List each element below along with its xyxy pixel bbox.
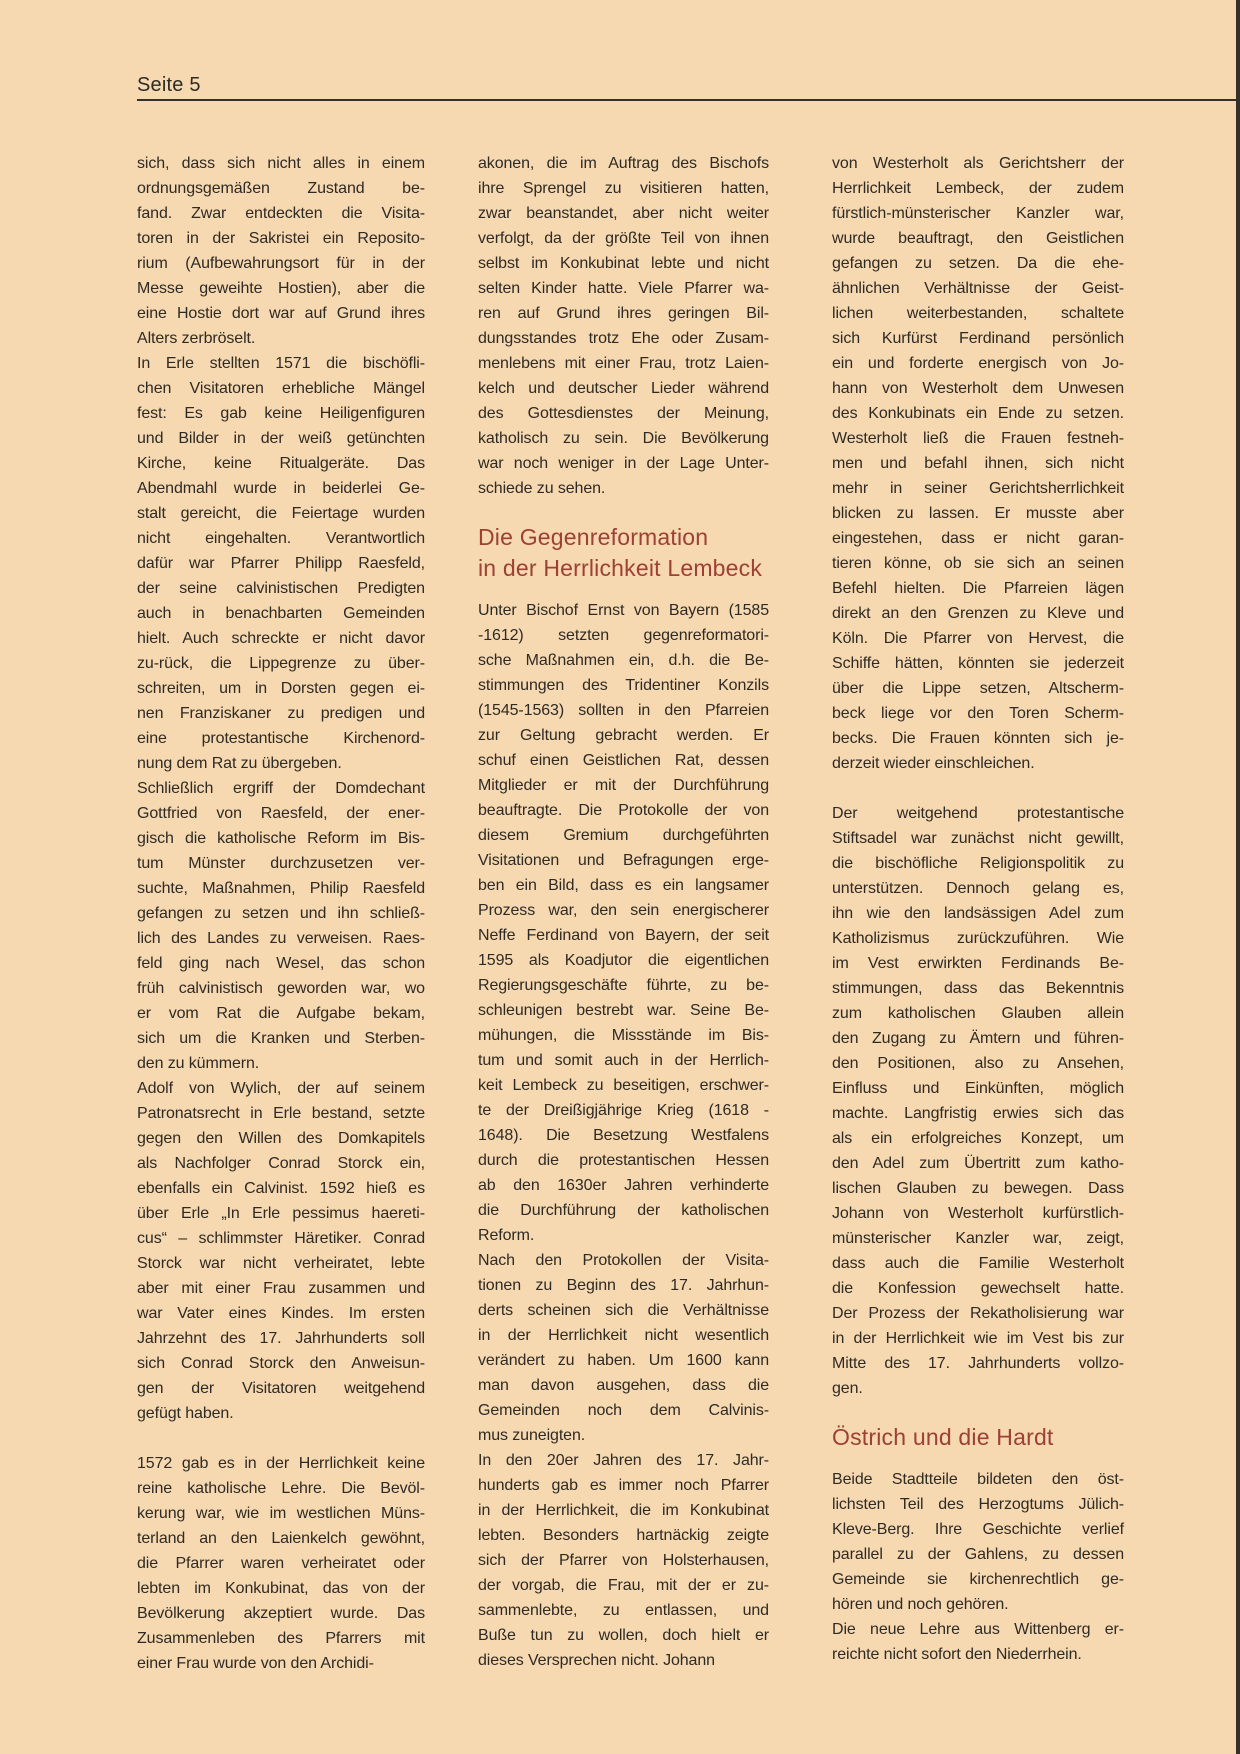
- text-line: mehr in seiner Gerichtsherrlichkeit: [832, 480, 1124, 497]
- text-line: feld ging nach Wesel, das schon: [137, 955, 425, 972]
- text-line: lischen Glauben zu bewegen. Dass: [832, 1180, 1124, 1197]
- paragraph: [832, 1467, 1124, 1617]
- text-line: Zusammenleben des Pfarrers mit: [137, 1630, 425, 1647]
- text-line: verändert zu haben. Um 1600 kann: [478, 1352, 769, 1369]
- text-line: schreiten, um in Dorsten gegen ei-: [137, 680, 425, 697]
- text-line: hunderts gab es immer noch Pfarrer: [478, 1477, 769, 1494]
- text-line: reichte nicht sofort den Niederrhein.: [832, 1646, 1082, 1663]
- text-line: Der Prozess der Rekatholisierung war: [832, 1305, 1124, 1322]
- paragraph: [832, 801, 1124, 1401]
- text-line: cus“ – schlimmster Häretiker. Conrad: [137, 1230, 425, 1247]
- text-line: münsterischer Kanzler war, zeigt,: [832, 1230, 1124, 1247]
- text-line: 1572 gab es in der Herrlichkeit keine: [137, 1455, 425, 1472]
- text-line: Gemeinden noch dem Calvinis-: [478, 1402, 769, 1419]
- text-line: den Zugang zu Ämtern und führen-: [832, 1030, 1124, 1047]
- text-line: eine Hostie dort war auf Grund ihres: [137, 305, 425, 322]
- text-line: dungsstandes trotz Ehe oder Zusam-: [478, 330, 769, 347]
- text-column-2: [478, 151, 769, 1673]
- text-line: hielt. Auch schreckte er nicht davor: [137, 630, 425, 647]
- text-line: zu-rück, die Lippegrenze zu über-: [137, 655, 425, 672]
- text-line: Alters zerbröselt.: [137, 330, 256, 347]
- text-line: terland an den Laienkelch gewöhnt,: [137, 1530, 425, 1547]
- text-line: Schiffe hätten, könnten sie jederzeit: [832, 655, 1124, 672]
- text-line: Visitationen und Befragungen erge-: [478, 852, 769, 869]
- text-line: stimmungen des Tridentiner Konzils: [478, 677, 769, 694]
- text-line: Abendmahl wurde in beiderlei Ge-: [137, 480, 425, 497]
- text-line: lichen weiterbestanden, schaltete: [832, 305, 1124, 322]
- text-line: machte. Langfristig erwies sich das: [832, 1105, 1124, 1122]
- text-line: sich Kurfürst Ferdinand persönlich: [832, 330, 1124, 347]
- text-line: sich Conrad Storck den Anweisun-: [137, 1355, 425, 1372]
- page-number-label: Seite 5: [137, 74, 201, 96]
- text-line: stimmungen, dass das Bekenntnis: [832, 980, 1124, 997]
- text-line: einer Frau wurde von den Archidi-: [137, 1655, 374, 1672]
- text-line: der seine calvinistischen Predigten: [137, 580, 425, 597]
- text-line: sich um die Kranken und Sterben-: [137, 1030, 425, 1047]
- text-line: Köln. Die Pfarrer von Hervest, die: [832, 630, 1124, 647]
- text-line: Neffe Ferdinand von Bayern, der seit: [478, 927, 769, 944]
- text-line: tionen zu Beginn des 17. Jahrhun-: [478, 1277, 769, 1294]
- text-column-3: [832, 151, 1124, 1667]
- text-line: Schließlich ergriff der Domdechant: [137, 780, 425, 797]
- text-line: In Erle stellten 1571 die bischöfli-: [137, 355, 425, 372]
- text-line: Katholizismus zurückzuführen. Wie: [832, 930, 1124, 947]
- text-line: Mitte des 17. Jahrhunderts vollzo-: [832, 1355, 1124, 1372]
- text-line: dafür war Pfarrer Philipp Raesfeld,: [137, 555, 425, 572]
- text-line: Johann von Westerholt kurfürstlich-: [832, 1205, 1124, 1222]
- text-line: des Gottesdienstes der Meinung,: [478, 405, 769, 422]
- text-line: Stiftsadel war zunächst nicht gewillt,: [832, 830, 1124, 847]
- text-line: ab den 1630er Jahren verhinderte: [478, 1177, 769, 1194]
- text-line: war noch weniger in der Lage Unter-: [478, 455, 769, 472]
- text-line: Kleve-Berg. Ihre Geschichte verlief: [832, 1521, 1124, 1538]
- text-line: fest: Es gab keine Heiligenfiguren: [137, 405, 425, 422]
- text-line: selbst im Konkubinat lebte und nicht: [478, 255, 769, 272]
- text-line: reine katholische Lehre. Die Bevöl-: [137, 1480, 425, 1497]
- text-line: Buße tun zu wollen, doch hielt er: [478, 1627, 769, 1644]
- text-line: men und befahl ihnen, sich nicht: [832, 455, 1124, 472]
- paragraph: [832, 151, 1124, 776]
- text-line: Die neue Lehre aus Wittenberg er-: [832, 1621, 1124, 1638]
- text-line: gefügt haben.: [137, 1405, 234, 1422]
- text-line: ben ein Bild, dass es ein langsamer: [478, 877, 769, 894]
- text-line: wurde beauftragt, den Geistlichen: [832, 230, 1124, 247]
- text-line: schleunigen bestrebt war. Seine Be-: [478, 1002, 769, 1019]
- text-line: kelch und deutscher Lieder während: [478, 380, 769, 397]
- text-line: war Vater eines Kindes. Im ersten: [137, 1305, 425, 1322]
- paragraph: [137, 776, 425, 1076]
- text-line: lebten im Konkubinat, das von der: [137, 1580, 425, 1597]
- page-right-edge-line: [1236, 0, 1240, 1754]
- text-line: Prozess war, den sein energischerer: [478, 902, 769, 919]
- text-line: Einfluss und Einkünften, möglich: [832, 1080, 1124, 1097]
- text-line: ren auf Grund ihres geringen Bil-: [478, 305, 769, 322]
- text-line: gen.: [832, 1380, 863, 1397]
- text-line: Jahrzehnt des 17. Jahrhunderts soll: [137, 1330, 425, 1347]
- text-line: tum Münster durchzusetzen ver-: [137, 855, 425, 872]
- text-line: 1595 als Koadjutor die eigentlichen: [478, 952, 769, 969]
- text-line: menlebens mit einer Frau, trotz Laien-: [478, 355, 769, 372]
- text-line: als Nachfolger Conrad Storck ein,: [137, 1155, 425, 1172]
- text-line: chen Visitatoren erhebliche Mängel: [137, 380, 425, 397]
- text-line: 1648). Die Besetzung Westfalens: [478, 1127, 769, 1144]
- text-line: (1545-1563) sollten in den Pfarreien: [478, 702, 769, 719]
- text-line: kerung war, wie im westlichen Müns-: [137, 1505, 425, 1522]
- text-line: unterstützen. Dennoch gelang es,: [832, 880, 1124, 897]
- text-line: Nach den Protokollen der Visita-: [478, 1252, 769, 1269]
- text-line: toren in der Sakristei ein Reposito-: [137, 230, 425, 247]
- text-line: mühungen, die Missstände im Bis-: [478, 1027, 769, 1044]
- text-line: Gottfried von Raesfeld, der ener-: [137, 805, 425, 822]
- text-line: schuf einen Geistlichen Rat, dessen: [478, 752, 769, 769]
- text-line: hören und noch gehören.: [832, 1596, 1009, 1613]
- text-line: derzeit wieder einschleichen.: [832, 755, 1035, 772]
- text-line: eingestehen, dass er nicht garan-: [832, 530, 1124, 547]
- text-line: selten Kinder hatte. Viele Pfarrer wa-: [478, 280, 769, 297]
- text-line: becks. Die Frauen könnten sich je-: [832, 730, 1124, 747]
- text-line: tum und somit auch in der Herrlich-: [478, 1052, 769, 1069]
- text-line: ihn wie den landsässigen Adel zum: [832, 905, 1124, 922]
- text-line: Mitglieder er mit der Durchführung: [478, 777, 769, 794]
- text-line: mus zuneigten.: [478, 1427, 586, 1444]
- text-line: Bevölkerung akzeptiert wurde. Das: [137, 1605, 425, 1622]
- text-line: zum katholischen Glauben allein: [832, 1005, 1124, 1022]
- text-line: früh calvinistisch geworden war, wo: [137, 980, 425, 997]
- text-line: gefangen zu setzen. Da die ehe-: [832, 255, 1124, 272]
- text-line: stalt gereicht, die Feiertage wurden: [137, 505, 425, 522]
- text-line: ein und forderte energisch von Jo-: [832, 355, 1124, 372]
- text-line: parallel zu der Gahlens, zu dessen: [832, 1546, 1124, 1563]
- text-line: ordnungsgemäßen Zustand be-: [137, 180, 425, 197]
- text-line: nen Franziskaner zu predigen und: [137, 705, 425, 722]
- text-line: den zu kümmern.: [137, 1055, 260, 1072]
- text-line: Unter Bischof Ernst von Bayern (1585: [478, 602, 769, 619]
- text-line: akonen, die im Auftrag des Bischofs: [478, 155, 769, 172]
- text-line: Östrich und die Hardt: [832, 1424, 1054, 1450]
- text-line: Gemeinde sie kirchenrechtlich ge-: [832, 1571, 1124, 1588]
- text-column-1: [137, 151, 425, 1676]
- text-line: lebten. Besonders hartnäckig zeigte: [478, 1527, 769, 1544]
- text-line: die Durchführung der katholischen: [478, 1202, 769, 1219]
- header-rule: [137, 99, 1237, 101]
- text-line: des Konkubinats ein Ende zu setzen.: [832, 405, 1124, 422]
- text-line: dieses Versprechen nicht. Johann: [478, 1652, 715, 1669]
- text-line: in der Herrlichkeit, die im Konkubinat: [478, 1502, 769, 1519]
- text-line: Patronatsrecht in Erle bestand, setzte: [137, 1105, 425, 1122]
- text-line: in der Herrlichkeit wie im Vest bis zur: [832, 1330, 1124, 1347]
- paragraph: [137, 151, 425, 351]
- text-line: die Konfession gewechselt hatte.: [832, 1280, 1124, 1297]
- text-line: Herrlichkeit Lembeck, der zudem: [832, 180, 1124, 197]
- paragraph: [478, 151, 769, 501]
- text-line: keit Lembeck zu beseitigen, erschwer-: [478, 1077, 769, 1094]
- text-line: Storck war nicht verheiratet, lebte: [137, 1255, 425, 1272]
- text-line: Die Gegenreformation: [478, 524, 709, 550]
- text-line: und Bilder in der weiß getünchten: [137, 430, 425, 447]
- text-line: Reform.: [478, 1227, 535, 1244]
- text-line: man davon ausgehen, dass die: [478, 1377, 769, 1394]
- text-line: aber mit einer Frau zusammen und: [137, 1280, 425, 1297]
- text-line: nung dem Rat zu übergeben.: [137, 755, 342, 772]
- text-line: gefangen zu setzen und ihn schließ-: [137, 905, 425, 922]
- text-line: als ein erfolgreiches Konzept, um: [832, 1130, 1124, 1147]
- text-line: sich der Pfarrer von Holsterhausen,: [478, 1552, 769, 1569]
- text-line: dass auch die Familie Westerholt: [832, 1255, 1124, 1272]
- text-line: in der Herrlichkeit nicht wesentlich: [478, 1327, 769, 1344]
- paragraph: [137, 1451, 425, 1676]
- text-line: rium (Aufbewahrungsort für in der: [137, 255, 425, 272]
- text-line: In den 20er Jahren des 17. Jahr-: [478, 1452, 769, 1469]
- text-line: durch die protestantischen Hessen: [478, 1152, 769, 1169]
- paragraph: [478, 1448, 769, 1673]
- text-line: er vom Rat die Aufgabe bekam,: [137, 1005, 425, 1022]
- text-line: ebenfalls ein Calvinist. 1592 hieß es: [137, 1180, 425, 1197]
- text-line: hann von Westerholt dem Unwesen: [832, 380, 1124, 397]
- text-line: verfolgt, da der größte Teil von ihnen: [478, 230, 769, 247]
- paragraph: [478, 1248, 769, 1448]
- text-line: tieren könne, ob sie sich an seinen: [832, 555, 1124, 572]
- text-line: sammenlebte, zu entlassen, und: [478, 1602, 769, 1619]
- text-line: über die Lippe setzen, Altscherm-: [832, 680, 1124, 697]
- text-line: Der weitgehend protestantische: [832, 805, 1124, 822]
- text-line: beck liege vor den Toren Scherm-: [832, 705, 1124, 722]
- text-line: im Vest erwirkten Ferdinands Be-: [832, 955, 1124, 972]
- text-line: auch in benachbarten Gemeinden: [137, 605, 425, 622]
- text-line: Beide Stadtteile bildeten den öst-: [832, 1471, 1124, 1488]
- text-line: direkt an den Grenzen zu Kleve und: [832, 605, 1124, 622]
- text-line: eine protestantische Kirchenord-: [137, 730, 425, 747]
- text-line: gegen den Willen des Domkapitels: [137, 1130, 425, 1147]
- text-line: te der Dreißigjährige Krieg (1618 -: [478, 1102, 769, 1119]
- text-line: beauftragte. Die Protokolle der von: [478, 802, 769, 819]
- section-heading: [478, 522, 769, 584]
- section-heading: [832, 1422, 1124, 1453]
- text-line: sche Maßnahmen ein, d.h. die Be-: [478, 652, 769, 669]
- text-line: diesem Gremium durchgeführten: [478, 827, 769, 844]
- paragraph: [137, 1076, 425, 1426]
- text-line: suchte, Maßnahmen, Philip Raesfeld: [137, 880, 425, 897]
- text-line: -1612) setzten gegenreformatori-: [478, 627, 769, 644]
- text-line: blicken zu lassen. Er musste aber: [832, 505, 1124, 522]
- paragraph: [478, 598, 769, 1248]
- page-header: [137, 74, 201, 97]
- text-line: fürstlich-münsterischer Kanzler war,: [832, 205, 1124, 222]
- paragraph: [832, 1617, 1124, 1667]
- text-line: Befehl hielten. Die Pfarreien lägen: [832, 580, 1124, 597]
- text-line: über Erle „In Erle pessimus haereti-: [137, 1205, 425, 1222]
- text-line: der vorgab, die Frau, mit der er zu-: [478, 1577, 769, 1594]
- text-line: lich des Landes zu verweisen. Raes-: [137, 930, 425, 947]
- text-line: ähnlichen Verhältnisse der Geist-: [832, 280, 1124, 297]
- text-line: die bischöfliche Religionspolitik zu: [832, 855, 1124, 872]
- text-line: sich, dass sich nicht alles in einem: [137, 155, 425, 172]
- text-line: den Positionen, also zu Ansehen,: [832, 1055, 1124, 1072]
- text-line: Regierungsgeschäfte führte, zu be-: [478, 977, 769, 994]
- text-line: Messe geweihte Hostien), aber die: [137, 280, 425, 297]
- text-line: Westerholt ließ die Frauen festneh-: [832, 430, 1124, 447]
- text-line: Kirche, keine Ritualgeräte. Das: [137, 455, 425, 472]
- text-line: in der Herrlichkeit Lembeck: [478, 555, 763, 581]
- text-line: zur Geltung gebracht werden. Er: [478, 727, 769, 744]
- text-line: katholisch zu sein. Die Bevölkerung: [478, 430, 769, 447]
- text-line: fand. Zwar entdeckten die Visita-: [137, 205, 425, 222]
- text-line: die Pfarrer waren verheiratet oder: [137, 1555, 425, 1572]
- text-line: lichsten Teil des Herzogtums Jülich-: [832, 1496, 1124, 1513]
- text-line: von Westerholt als Gerichtsherr der: [832, 155, 1124, 172]
- text-line: nicht eingehalten. Verantwortlich: [137, 530, 425, 547]
- text-line: schiede zu sehen.: [478, 480, 606, 497]
- text-line: zwar beanstandet, aber nicht weiter: [478, 205, 769, 222]
- paragraph: [137, 351, 425, 776]
- text-line: den Adel zum Übertritt zum katho-: [832, 1155, 1124, 1172]
- text-line: Adolf von Wylich, der auf seinem: [137, 1080, 425, 1097]
- text-line: derts scheinen sich die Verhältnisse: [478, 1302, 769, 1319]
- text-line: gen der Visitatoren weitgehend: [137, 1380, 425, 1397]
- text-line: ihre Sprengel zu visitieren hatten,: [478, 180, 769, 197]
- text-line: gisch die katholische Reform im Bis-: [137, 830, 425, 847]
